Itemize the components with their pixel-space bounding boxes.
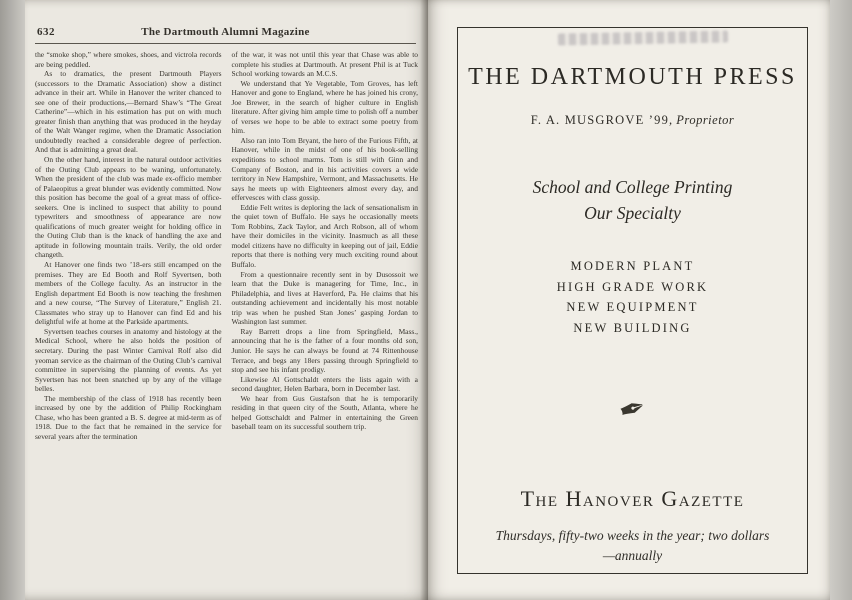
right-page	[428, 0, 830, 600]
paragraph: of the war, it was not until this year that Chase was able to complete his studies at Dartmouth. At present Phil is at Tuck School working towards an M.C.S.	[231, 50, 418, 79]
tagline-line-1: School and College Printing	[532, 177, 733, 197]
paragraph: We hear from Gus Gustafson that he is temporarily residing in that queen city of the South, Atlanta, where he helped Gottschaldt and Palmer in entertaining the Green baseball team on its successful southern trip.	[231, 393, 418, 432]
press-title: THE DARTMOUTH PRESS	[468, 64, 797, 90]
advertisement-box	[457, 27, 808, 574]
tagline-line-2: Our Specialty	[584, 203, 681, 223]
page-number: 632	[37, 26, 55, 38]
column-1	[35, 50, 222, 598]
gazette-title: The Hanover Gazette	[520, 486, 745, 511]
feature-item: HIGH GRADE WORK	[556, 279, 709, 294]
gazette-line-1: Thursdays, fifty-two weeks in the year; two dollars	[495, 528, 770, 543]
feature-list	[557, 256, 709, 338]
tagline	[533, 174, 733, 226]
paragraph: Ray Barrett drops a line from Springfield, Mass., announcing that he is the father of a four months old son, Junior. He says he can always be found at 74 Rittenhouse Terrace, and begs any 18ers passing through Springfield to stop and see his infant prodigy.	[231, 326, 418, 375]
proprietor-line	[531, 113, 735, 128]
paragraph: From a questionnaire recently sent in by Dusossoit we learn that the Duke is managering for Time, Inc., in Philadelphia, and lives at Haverford, Pa. He claims that his outstanding achievement and incidentally his most notable trip was when he pushed Stan Jones’ gasping Jordan to Washington last summer.	[231, 269, 418, 327]
paragraph: Likewise Al Gottschaldt enters the lists again with a second daughter, Helen Barbara, born in December last.	[231, 374, 418, 394]
feature-item: NEW EQUIPMENT	[566, 300, 699, 314]
magazine-title: The Dartmouth Alumni Magazine	[141, 26, 310, 38]
quill-ornament-icon: ✒	[613, 386, 652, 432]
proprietor-suffix: , Proprietor	[669, 113, 735, 127]
proprietor-name: F. A. MUSGROVE ’99	[530, 113, 670, 127]
left-page	[25, 0, 428, 600]
gazette-line-2: —annually	[602, 548, 663, 563]
page-header	[35, 26, 416, 44]
paragraph: At Hanover one finds two ’18-ers still encamped on the premises. They are Ed Booth and Rolf Syvertsen, both members of the College faculty. As an instructor in the English department Ed Booth is now teaching the freshmen and a new course, “The Survey of Literature,” English 21. Classmates who stray up to Hanover can find Ed and his delightful wife at home at the Parkside apartments.	[35, 260, 222, 327]
paragraph: Syvertsen teaches courses in anatomy and histology at the Medical School, where he also holds the position of secretary. During the past Winter Carnival Rolf also did yeoman service as the chairman of the Outing Club’s carnival committee in supervising the planning of events. As yet Syvertsen has not been snatched up by any of the village belles.	[35, 326, 222, 394]
gazette-subtitle	[496, 526, 770, 566]
paragraph: As to dramatics, the present Dartmouth Players (successors to the Dramatic Association) show a distinct advance in their art. While in Hanover the writer chanced to see one of their productions,—Bernard Shaw’s “The Great Catherine”—which in his estimation has put on with much greater finish than anything that was produced in the heyday of the Walt Wanger regime, when the Dramatic Association undoubtedly reached a considerable degree of perfection. And that is admitting a great deal.	[35, 69, 222, 155]
paragraph: Also ran into Tom Bryant, the hero of the Furious Fifth, at Hanover, while in the midst of one of his book-selling expeditions to school marms. Tom is still with Ginn and Company of Boston, and in his activities covers a wide territory in New Hampshire, Vermont, and Massachusetts. He says he meets up with Eighteeners almost every day, and effervesces with class gossip.	[231, 135, 418, 203]
paragraph: Eddie Felt writes is deploring the lack of sensationalism in the quiet town of Buffalo. He says he occasionally meets Tom Robbins, Zack Taylor, and Arch Robson, all of whom have their domiciles in the vicinity. Inasmuch as all these model citizens have no difficulty in keeping out of jail, Eddie reports that there is nothing very much exciting round about Buffalo.	[231, 202, 418, 270]
paragraph: The membership of the class of 1918 has recently been increased by one by the addition of Philip Rockingham Chase, who has been granted a B. S. degree at mid-term as of 1918. Due to the fact that he remained in the service for several years after the termination	[35, 393, 222, 441]
paragraph: On the other hand, interest in the natural outdoor activities of the Outing Club appears to be waning, unfortunately. When the president of the club was made ex-officio member of Palaeopitus a great blunder was evidently committed. Now this position has become the goal of a great mass of office-seekers. One is inclined to suspect that ability to pound typewriters and smoothness of appearance are now qualifications of much greater weight for holding office in the Outing Club than is the knack of handling the axe and aptitude in following mountain trails. Verily, the old order changeth.	[35, 155, 222, 260]
paragraph: We understand that Ye Vegetable, Tom Groves, has left Hanover and gone to England, where he has joined his crony, Joe Brewer, in the search of higher culture in English literature. After giving him ample time to polish off a number of verses we hope to be able to extract some poetry from him.	[231, 78, 418, 136]
column-2	[232, 50, 419, 598]
text-columns	[35, 50, 418, 598]
feature-item: MODERN PLANT	[570, 259, 695, 273]
paragraph: the “smoke shop,” where smokes, shoes, and victrola records are being peddled.	[35, 50, 222, 69]
feature-item: NEW BUILDING	[573, 320, 692, 335]
